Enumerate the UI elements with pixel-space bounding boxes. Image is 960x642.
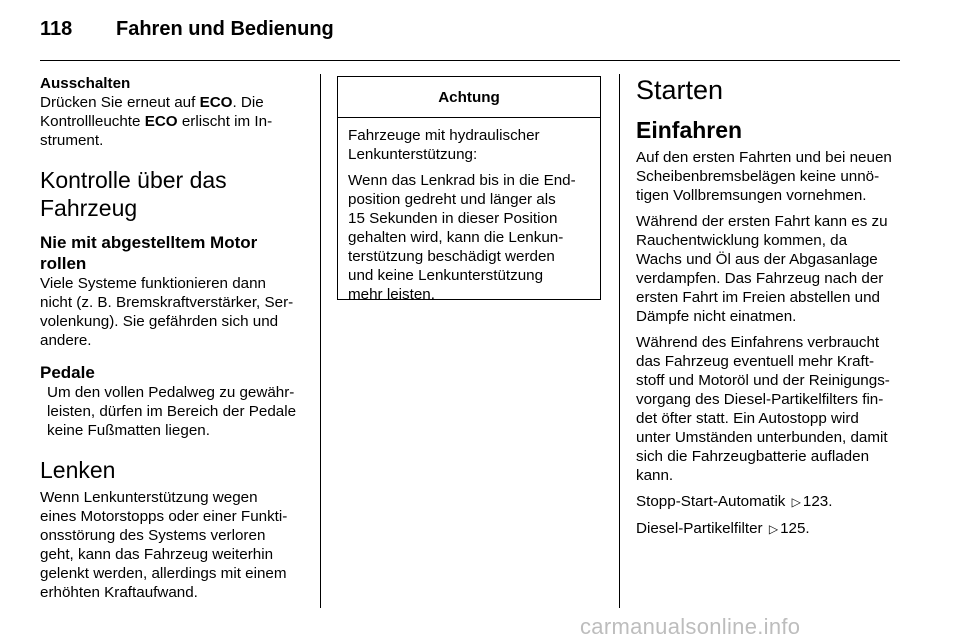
column-divider-2 [619, 74, 620, 608]
motor-heading: Nie mit abgestelltem Motor rollen [40, 233, 258, 273]
ausschalten-text: Drücken Sie erneut auf ECO. Die Kontrollleuchte ECO erlischt im In- strument. [40, 94, 273, 149]
page-reference-arrow-icon: ▷ [791, 495, 801, 509]
eco-label: ECO [144, 113, 178, 130]
motor-text: Viele Systeme funktionieren dann nicht (z. B. Bremskraftverstärker, Ser- volenkung). Sie gefährden sich und andere. [40, 275, 294, 349]
einfahren-text-1: Auf den ersten Fahrten und bei neuen Scheibenbremsbelägen keine unnö- tigen Vollbremsungen vornehmen. [636, 149, 892, 204]
column-divider-1 [320, 74, 321, 608]
warning-text-1: Fahrzeuge mit hydraulischer Lenkunterstützung: [348, 127, 540, 163]
page-header [40, 18, 334, 41]
reference-partikelfilter[interactable]: Diesel-Partikelfilter ▷ 125. [636, 520, 810, 537]
reference-stopp-start[interactable]: Stopp-Start-Automatik ▷ 123. [636, 493, 833, 510]
einfahren-text-3: Während des Einfahrens verbraucht das Fahrzeug eventuell mehr Kraft- stoff und Motoröl und der Reinigungs- vorgang des Diesel-Partikelfilters fin- det öfter statt. Ein Autostopp wird unter Umständen unterbunden, damit sich die Fahrzeugbatterie aufladen kann. [636, 334, 890, 484]
einfahren-heading: Einfahren [636, 117, 743, 143]
chapter-title: Fahren und Bedienung [116, 18, 334, 40]
warning-box [337, 76, 601, 303]
page-reference-arrow-icon: ▷ [768, 522, 779, 536]
lenken-heading: Lenken [40, 457, 116, 483]
einfahren-text-2: Während der ersten Fahrt kann es zu Rauchentwicklung kommen, da Wachs und Öl aus der Abgasanlage verdampfen. Das Fahrzeug nach der ersten Fahrt im Freien abstellen und Dämpfe nicht einatmen. [636, 213, 888, 325]
pedale-heading: Pedale [40, 363, 95, 382]
header-rule [40, 60, 900, 61]
starten-heading: Starten [636, 75, 724, 105]
pedale-text: Um den vollen Pedalweg zu gewähr- leisten, dürfen im Bereich der Pedale keine Fußmatten liegen. [47, 384, 297, 439]
warning-body [338, 118, 600, 319]
column-left [40, 74, 305, 609]
eco-label: ECO [199, 94, 233, 111]
watermark: carmanualsonline.info [580, 614, 801, 639]
lenken-text: Wenn Lenkunterstützung wegen eines Motorstopps oder einer Funkti- onsstörung des Systems verloren geht, kann das Fahrzeug weiterhin gelenkt werden, allerdings mit einem erhöhten Kraftaufwand. [40, 489, 288, 601]
ausschalten-heading: Ausschalten [40, 75, 131, 92]
page-number: 118 [40, 18, 73, 40]
warning-title: Achtung [338, 77, 600, 118]
column-right [636, 74, 902, 546]
warning-text-2: Wenn das Lenkrad bis in die End- position gedreht und länger als 15 Sekunden in dieser Position gehalten wird, kann die Lenkun- terstützung beschädigt werden und keine Lenkunterstützung mehr leisten. [348, 172, 576, 303]
kontrolle-heading: Kontrolle über das Fahrzeug [40, 167, 227, 221]
